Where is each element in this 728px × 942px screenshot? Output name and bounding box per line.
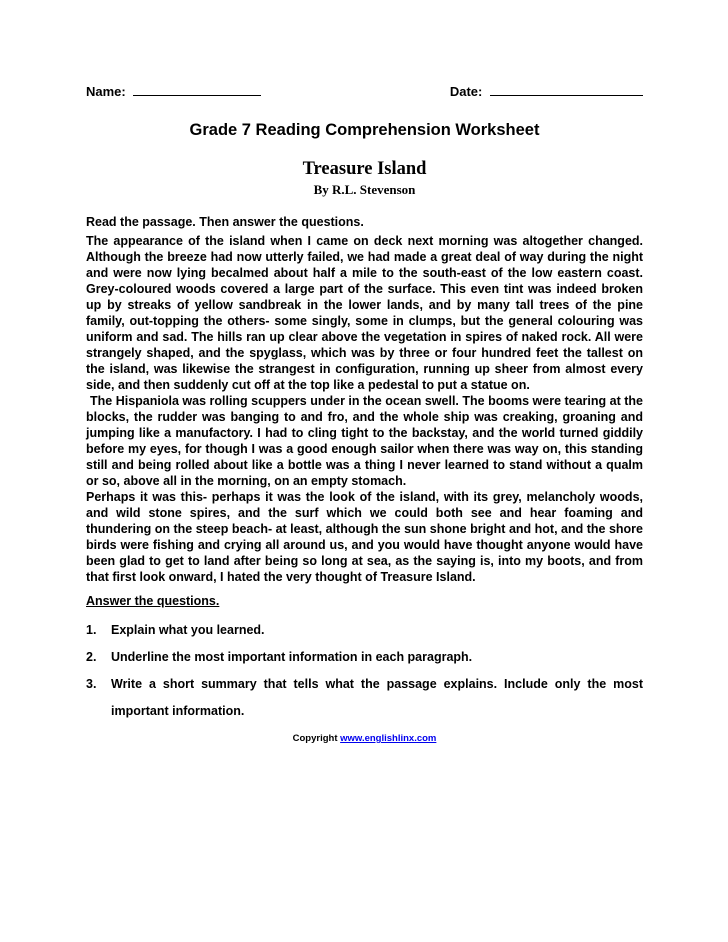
- question-text: Explain what you learned.: [111, 623, 265, 637]
- question-text: Underline the most important information in each paragraph.: [111, 650, 473, 664]
- passage-paragraph-3: Perhaps it was this- perhaps it was the look of the island, with its grey, melancholy woods, and wild stone spires, and the surf which we could both see and hear foaming and thundering on the steep beach- at least, although the sun shone bright and hot, and the shore birds were fishing and crying all around us, and you would have thought anyone would have been glad to get to land after being so long at sea, as the saying is, into my boots, and from that first look onward, I hated the very thought of Treasure Island.: [86, 490, 643, 584]
- question-number: 1.: [86, 623, 97, 637]
- passage-paragraph-2: The Hispaniola was rolling scuppers under in the ocean swell. The booms were tearing at the blocks, the rudder was banging to and fro, and the whole ship was creaking, groaning and jumping like a manufactory. I had to cling tight to the backstay, and the world turned giddily before my eyes, for though I was a good enough sailor when there was way on, this standing still and being rolled about like a bottle was a thing I never learned to stand without a qualm or so, above all in the morning, on an empty stomach.: [86, 394, 643, 488]
- date-label: Date:: [449, 84, 483, 99]
- questions-heading: Answer the questions.: [86, 594, 220, 608]
- copyright-link[interactable]: www.englishlinx.com: [340, 733, 437, 744]
- name-blank-line: [133, 84, 261, 96]
- question-number: 3.: [86, 677, 97, 691]
- name-field: [86, 84, 261, 99]
- name-label: Name:: [86, 84, 126, 99]
- passage-author: By R.L. Stevenson: [313, 182, 416, 197]
- copyright-footer: [86, 733, 643, 745]
- question-item: [86, 671, 643, 725]
- worksheet-title: Grade 7 Reading Comprehension Worksheet: [189, 121, 540, 139]
- question-item: [86, 617, 643, 644]
- passage-body: [86, 233, 643, 585]
- question-item: [86, 644, 643, 671]
- passage-title: Treasure Island: [302, 159, 427, 179]
- passage-instruction: Read the passage. Then answer the questions.: [86, 215, 364, 229]
- passage-paragraph-1: The appearance of the island when I came on deck next morning was altogether changed. Although the breeze had now utterly failed, we had made a great deal of way during the night and were now lying becalmed about half a mile to the south-east of the low eastern coast. Grey-coloured woods covered a large part of the surface. This even tint was indeed broken up by streaks of yellow sandbreak in the lower lands, and by many tall trees of the pine family, out-topping the others- some singly, some in clumps, but the general colouring was uniform and sad. The hills ran up clear above the vegetation in spires of naked rock. All were strangely shaped, and the spyglass, which was by three or four hundred feet the tallest on the island, was likewise the strangest in configuration, running up sheer from almost every side, and then suddenly cut off at the top like a pedestal to put a statue on.: [86, 234, 643, 392]
- question-text: Write a short summary that tells what the passage explains. Include only the most important information.: [111, 677, 643, 718]
- question-number: 2.: [86, 650, 97, 664]
- date-blank-line: [490, 84, 643, 96]
- questions-list: [86, 617, 643, 725]
- name-date-row: [86, 84, 643, 99]
- copyright-label: Copyright: [292, 733, 338, 744]
- date-field: [450, 84, 643, 99]
